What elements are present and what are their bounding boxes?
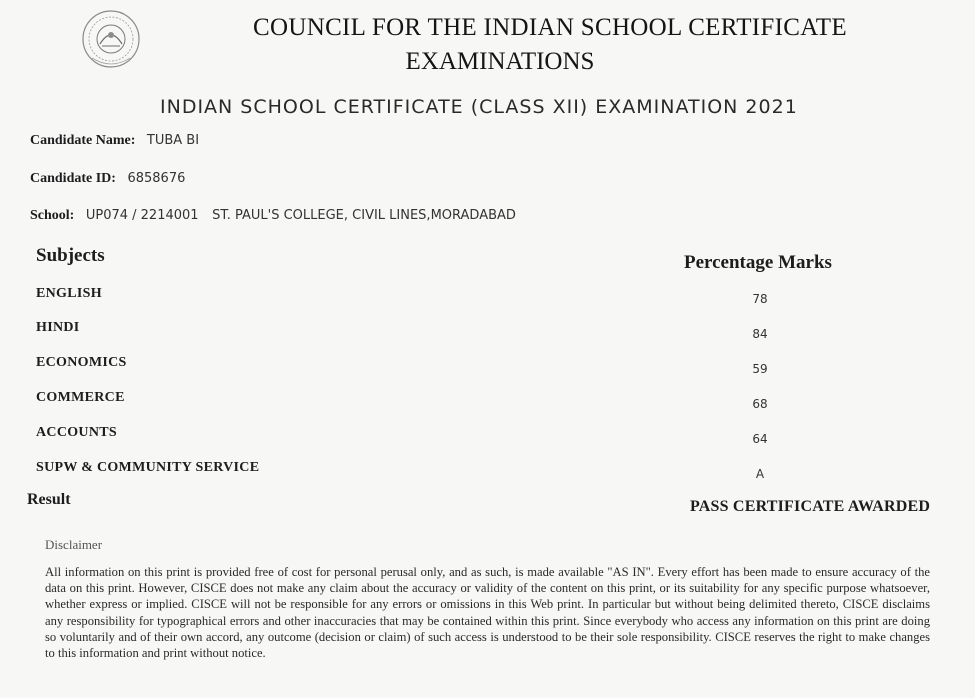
school-code: UP074 / 2214001	[85, 208, 199, 223]
disclaimer-heading: Disclaimer	[45, 537, 103, 552]
percentage-marks-header: Percentage Marks	[684, 252, 832, 273]
candidate-name-row	[30, 133, 199, 149]
candidate-id-label: Candidate ID:	[30, 171, 116, 186]
subject-mark: 64	[752, 432, 768, 446]
candidate-name-value: TUBA BI	[146, 133, 200, 148]
result-value: PASS CERTIFICATE AWARDED	[690, 498, 931, 515]
subject-mark: 78	[752, 292, 768, 306]
council-title-line2: EXAMINATIONS	[405, 48, 595, 75]
result-label: Result	[27, 491, 71, 508]
subject-name: COMMERCE	[36, 390, 125, 405]
candidate-name-label: Candidate Name:	[30, 133, 136, 148]
exam-title: INDIAN SCHOOL CERTIFICATE (CLASS XII) EXAMINATION 2021	[160, 96, 798, 118]
disclaimer-text: All information on this print is provided free of cost for personal perusal only, and as such, is made available "AS IN". Every effort has been made to ensure accuracy of the data on this print. However, CISCE does not make any claim about the accuracy or validity of the content on this print, or its suitability for any specific purpose whatsoever, whether express or implied. CISCE will not be responsible for any errors or omissions in this Web print. In particular but without being delimited thereto, CISCE disclaims any responsibility for typographical errors and other inaccuracies that may be contained within this print. Since everybody who access any information on this print are doing so voluntarily and of their own accord, any outcome (decision or claim) of such access is understood to be their sole responsibility. CISCE reserves the right to make changes to this information and print without notice.	[45, 565, 930, 661]
subject-name: ACCOUNTS	[36, 425, 117, 440]
subjects-header: Subjects	[36, 245, 105, 266]
subject-mark: A	[755, 467, 765, 481]
council-title-line1: COUNCIL FOR THE INDIAN SCHOOL CERTIFICATE	[253, 14, 847, 41]
subject-name: SUPW & COMMUNITY SERVICE	[36, 460, 260, 475]
school-label: School:	[30, 208, 75, 223]
subject-mark: 59	[752, 362, 768, 376]
subject-name: ENGLISH	[36, 286, 102, 301]
school-row	[30, 208, 516, 224]
subject-mark: 84	[752, 327, 768, 341]
subject-mark: 68	[752, 397, 768, 411]
subject-name: HINDI	[36, 320, 80, 335]
cisce-emblem-icon	[80, 8, 142, 70]
candidate-id-value: 6858676	[127, 171, 186, 186]
subject-name: ECONOMICS	[36, 355, 127, 370]
school-name: ST. PAUL'S COLLEGE, CIVIL LINES,MORADABAD	[212, 208, 516, 223]
candidate-id-row	[30, 171, 185, 187]
